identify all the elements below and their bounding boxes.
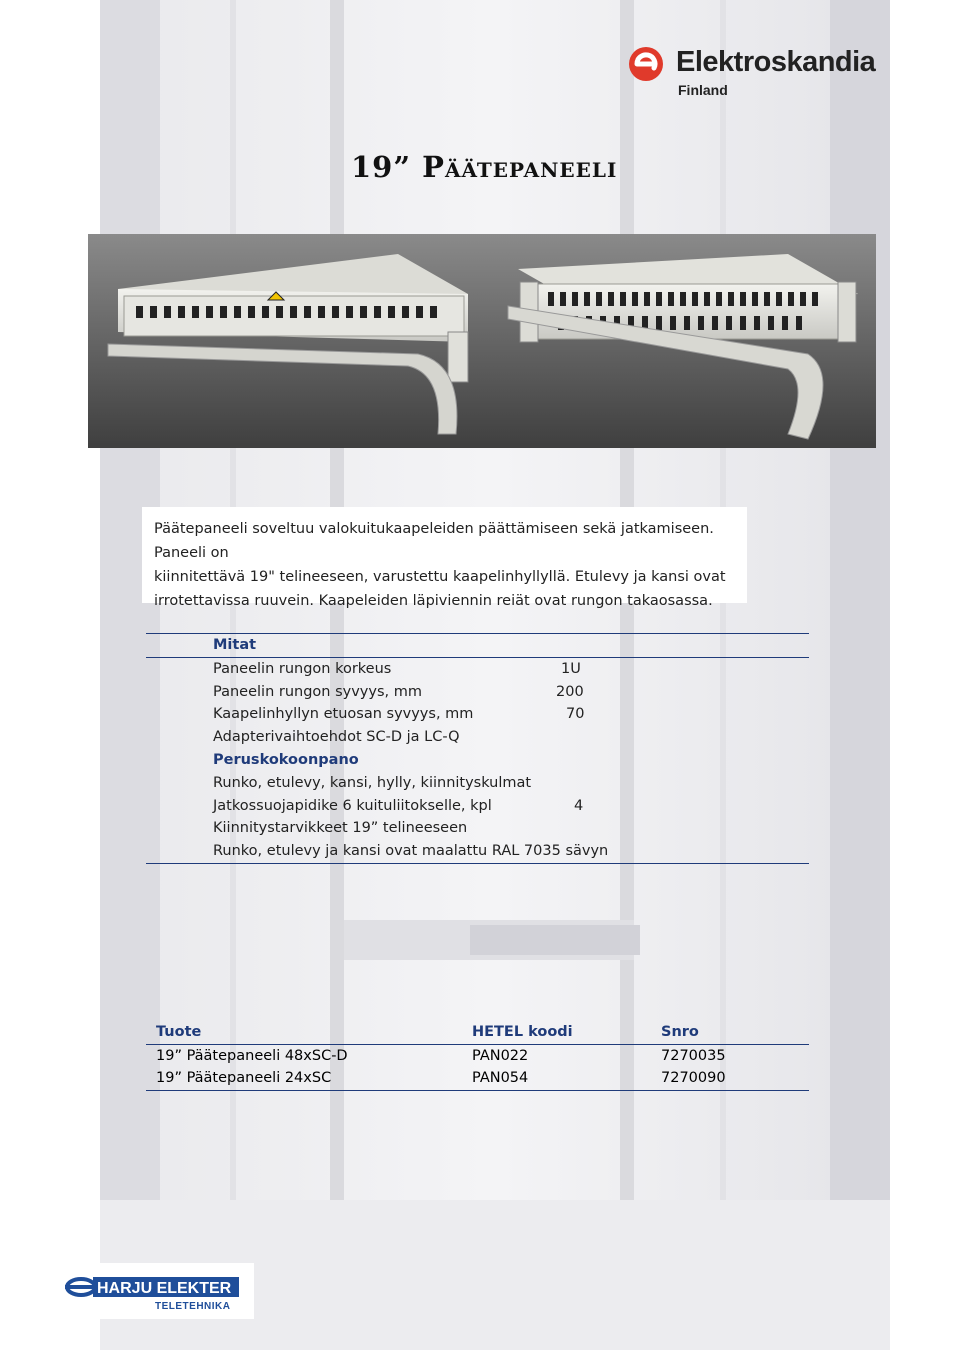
intro-line: kiinnitettävä 19" telineeseen, varustettu kaapelinhyllyllä. Etulevy ja kansi ovat bbox=[154, 569, 726, 585]
brand-name: Elektroskandia bbox=[676, 46, 876, 78]
spec-label: Runko, etulevy, kansi, hylly, kiinnityskulmat bbox=[213, 774, 532, 791]
column-header-snro: Snro bbox=[661, 1024, 699, 1040]
column-header-product: Tuote bbox=[156, 1024, 202, 1040]
spec-section-heading: Peruskokoonpano bbox=[213, 751, 359, 768]
cell-snro: 7270035 bbox=[661, 1047, 726, 1064]
footer-brand-name: HARJU ELEKTER bbox=[97, 1280, 232, 1297]
brand-country: Finland bbox=[678, 82, 728, 98]
spec-row bbox=[146, 772, 809, 795]
spec-heading-row bbox=[146, 634, 809, 658]
spec-row bbox=[146, 681, 809, 704]
spec-heading: Mitat bbox=[213, 637, 257, 653]
intro-text bbox=[142, 507, 747, 609]
spec-row bbox=[146, 703, 809, 726]
table-header-row bbox=[146, 1021, 809, 1045]
spec-row bbox=[146, 817, 809, 840]
page-title: 19” Päätepaneeli bbox=[351, 150, 618, 184]
spec-label: Paneelin rungon syvyys, mm bbox=[213, 683, 422, 700]
cell-snro: 7270090 bbox=[661, 1070, 726, 1086]
table-row bbox=[146, 1067, 809, 1091]
cell-hetel-code: PAN022 bbox=[472, 1047, 529, 1064]
intro-line: Päätepaneeli soveltuu valokuitukaapeleiden päättämiseen sekä jatkamiseen. Paneeli on bbox=[154, 521, 714, 561]
cell-product: 19” Päätepaneeli 48xSC-D bbox=[156, 1047, 348, 1064]
spec-label: Paneelin rungon korkeus bbox=[213, 660, 392, 677]
brand-logo bbox=[628, 44, 918, 104]
spec-label: Adapterivaihtoehdot SC-D ja LC-Q bbox=[213, 729, 460, 746]
cell-hetel-code: PAN054 bbox=[472, 1070, 529, 1086]
elektroskandia-e-icon bbox=[628, 46, 664, 82]
spec-value: 1U bbox=[561, 660, 581, 677]
cell-product: 19” Päätepaneeli 24xSC bbox=[156, 1070, 332, 1086]
spec-value: 70 bbox=[566, 706, 585, 723]
spec-label: Jatkossuojapidike 6 kuituliitokselle, kpl bbox=[213, 797, 492, 814]
footer-logo bbox=[57, 1263, 254, 1319]
spec-label: Kaapelinhyllyn etuosan syvyys, mm bbox=[213, 706, 474, 723]
spec-section bbox=[146, 633, 809, 864]
spec-row bbox=[146, 795, 809, 818]
product-table bbox=[146, 1021, 809, 1091]
footer-brand-sub: TELETEHNIKA bbox=[155, 1301, 231, 1312]
spec-label: Kiinnitystarvikkeet 19” telineeseen bbox=[213, 820, 468, 837]
column-header-hetel-code: HETEL koodi bbox=[472, 1024, 573, 1040]
spec-value: 4 bbox=[574, 797, 584, 814]
spec-row bbox=[146, 840, 809, 864]
spec-label: Runko, etulevy ja kansi ovat maalattu RAL 7035 sävyn bbox=[213, 843, 609, 860]
spec-heading-row bbox=[146, 749, 809, 772]
product-photo bbox=[88, 234, 876, 448]
table-row bbox=[146, 1045, 809, 1068]
spec-value: 200 bbox=[556, 683, 584, 700]
intro-line: irrotettavissa ruuvein. Kaapeleiden läpiviennin reiät ovat rungon takaosassa. bbox=[154, 593, 713, 609]
harju-elekter-logo-icon bbox=[57, 1263, 254, 1319]
spec-row bbox=[146, 658, 809, 681]
spec-row bbox=[146, 726, 809, 749]
